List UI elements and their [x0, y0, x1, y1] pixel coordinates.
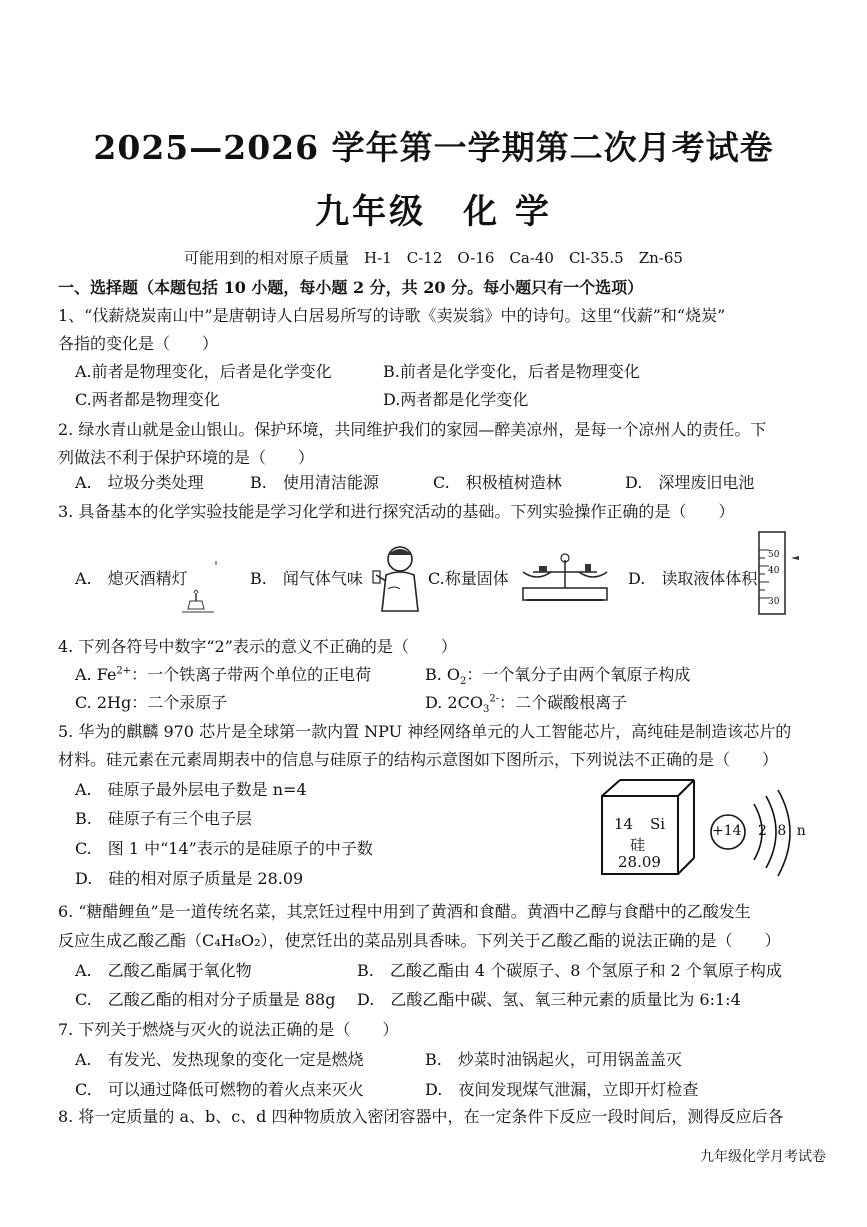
q2-option-d: D. 深埋废旧电池 [625, 473, 755, 492]
q7-option-b: B. 炒菜时油锅起火，可用锅盖盖灭 [425, 1050, 682, 1069]
q1-stem-line1: 1、“伐薪烧炭南山中”是唐朝诗人白居易所写的诗歌《卖炭翁》中的诗句。这里“伐薪”和“烧炭” [58, 306, 726, 325]
alcohol-lamp-figure [180, 555, 220, 615]
q7-stem: 7. 下列关于燃烧与灭火的说法正确的是（ ） [58, 1020, 399, 1039]
q3-option-a: A. 熄灭酒精灯 [75, 569, 188, 588]
q5-stem-line2: 材料。硅元素在元素周期表中的信息与硅原子的结构示意图如下图所示，下列说法不正确的是（ ） [58, 750, 779, 769]
page-footer: 九年级化学月考试卷 [700, 1149, 826, 1165]
exam-subtitle: 九年级 化 学 [315, 192, 552, 232]
q7-option-a: A. 有发光、发热现象的变化一定是燃烧 [75, 1050, 364, 1069]
q3-stem: 3. 具备基本的化学实验技能是学习化学和进行探究活动的基础。下列实验操作正确的是（ ） [58, 502, 735, 521]
q2-option-c: C. 积极植树造林 [433, 473, 562, 492]
balance-scale-figure [515, 548, 615, 604]
q8-stem-line1: 8. 将一定质量的 a、b、c、d 四种物质放入密闭容器中，在一定条件下反应一段时间后，测得反应后各 [58, 1107, 784, 1126]
q2-stem-line1: 2. 绿水青山就是金山银山。保护环境，共同维护我们的家园—醉美凉州，是每一个凉州人的责任。下 [58, 420, 767, 439]
q3-option-b: B. 闻气体气味 [250, 569, 363, 588]
cell-element-name: 硅 [630, 836, 646, 854]
cell-atomic-number: 14 [614, 815, 634, 833]
q1-option-a: A.前者是物理变化，后者是化学变化 [75, 362, 332, 381]
atom-shells: 2 8 n [758, 823, 809, 839]
q4-option-d: D. $2CO_3^{2-}$：二个碳酸根离子 [425, 693, 628, 716]
q4-stem: 4. 下列各符号中数字“2”表示的意义不正确的是（ ） [58, 637, 457, 656]
q6-stem-line1: 6. “糖醋鲤鱼”是一道传统名菜，其烹饪过程中用到了黄酒和食醋。黄酒中乙醇与食醋中的乙酸发生 [58, 902, 751, 921]
section-heading: 一、选择题（本题包括 10 小题，每小题 2 分，共 20 分。每小题只有一个选项） [58, 278, 644, 297]
cylinder-tick-30: 30 [768, 597, 780, 607]
q5-option-a: A. 硅原子最外层电子数是 n=4 [75, 780, 307, 799]
graduated-cylinder-figure [755, 528, 805, 618]
q3-option-c: C.称量固体 [428, 569, 509, 588]
q4-option-b: B. $O_2$：一个氧分子由两个氧原子构成 [425, 665, 691, 688]
atom-nucleus: +14 [712, 823, 742, 839]
q2-option-b: B. 使用清洁能源 [250, 473, 379, 492]
smelling-gas-figure [370, 545, 425, 615]
q3-option-d: D. 读取液体体积 [628, 569, 758, 588]
q7-option-d: D. 夜间发现煤气泄漏，立即开灯检查 [425, 1080, 699, 1099]
q4-option-a: A. $Fe^{2+}$：一个铁离子带两个单位的正电荷 [75, 665, 372, 684]
cylinder-tick-50: 50 [768, 550, 780, 560]
q1-option-c: C.两者都是物理变化 [75, 390, 220, 409]
q6-option-a: A. 乙酸乙酯属于氧化物 [75, 961, 252, 980]
q6-stem-line2: 反应生成乙酸乙酯（C₄H₈O₂），使烹饪出的菜品别具香味。下列关于乙酸乙酯的说法正确的是（ ） [58, 931, 781, 950]
atomic-masses: 可能用到的相对原子质量 H-1 C-12 O-16 Ca-40 Cl-35.5 Zn-65 [184, 249, 683, 267]
q1-option-d: D.两者都是化学变化 [383, 390, 529, 409]
q7-option-c: C. 可以通过降低可燃物的着火点来灭火 [75, 1080, 364, 1099]
cell-atomic-mass: 28.09 [618, 853, 661, 871]
cell-symbol: Si [650, 815, 666, 833]
q5-option-b: B. 硅原子有三个电子层 [75, 809, 252, 828]
q2-option-a: A. 垃圾分类处理 [75, 473, 204, 492]
q4-option-c: C. 2Hg：二个汞原子 [75, 693, 228, 712]
q1-stem-line2: 各指的变化是（ ） [58, 334, 219, 353]
exam-title: 2025—2026 学年第一学期第二次月考试卷 [93, 128, 774, 167]
q2-stem-line2: 列做法不利于保护环境的是（ ） [58, 448, 315, 467]
q6-option-c: C. 乙酸乙酯的相对分子质量是 88g [75, 990, 336, 1009]
cylinder-tick-40: 40 [768, 566, 780, 576]
q5-option-c: C. 图 1 中“14”表示的是硅原子的中子数 [75, 839, 373, 858]
q6-option-b: B. 乙酸乙酯由 4 个碳原子、8 个氢原子和 2 个氧原子构成 [357, 961, 782, 980]
q5-option-d: D. 硅的相对原子质量是 28.09 [75, 869, 304, 888]
q5-stem-line1: 5. 华为的麒麟 970 芯片是全球第一款内置 NPU 神经网络单元的人工智能芯片，高纯硅是制造该芯片的 [58, 722, 792, 741]
q1-option-b: B.前者是化学变化，后者是物理变化 [383, 362, 640, 381]
q6-option-d: D. 乙酸乙酯中碳、氢、氧三种元素的质量比为 6:1:4 [357, 990, 741, 1009]
